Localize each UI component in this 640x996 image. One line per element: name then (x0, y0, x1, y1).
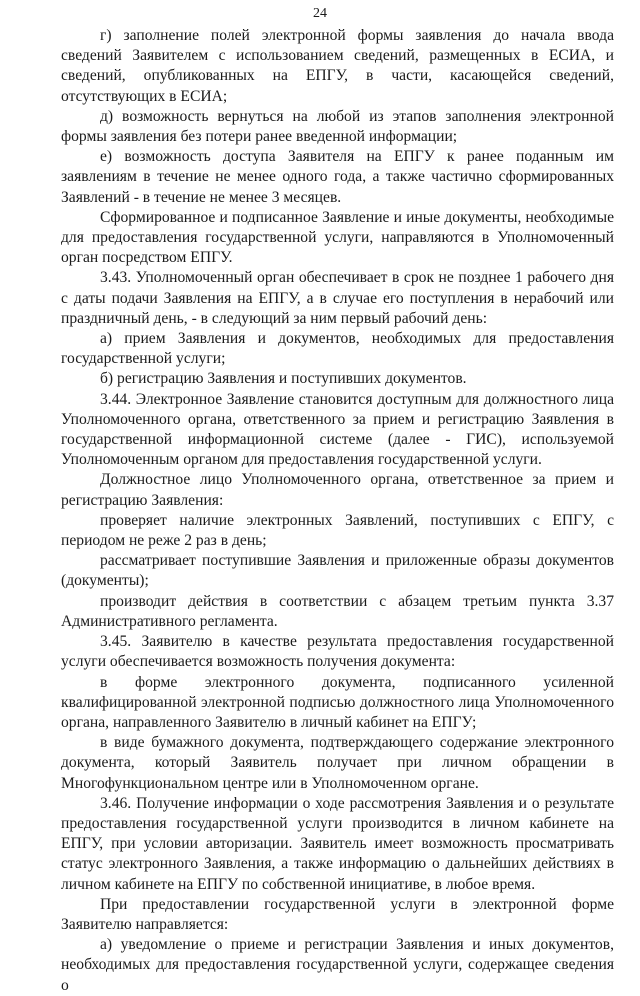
paragraph-d-return-to-step: д) возможность вернуться на любой из этапов заполнения электронной формы заявления без потери ранее введенной информации; (61, 107, 614, 146)
paragraph-g-form-prefill: г) заполнение полей электронной формы заявления до начала ввода сведений Заявителем с использованием сведений, размещенных в ЕСИА, и сведений, опубликованных на ЕПГУ, в части, касающейся сведений, отсутствующих в ЕСИА; (61, 27, 614, 105)
paragraph-signed-application-sent: Сформированное и подписанное Заявление и иные документы, необходимые для предоставления государственной услуги, направляются в Уполномоченный орган посредством ЕПГУ. (61, 208, 614, 267)
paragraph-e-access-applications: е) возможность доступа Заявителя на ЕПГУ к ранее поданным им заявлениям в течение не менее одного года, а также частично сформированных Заявлений - в течение не менее 3 месяцев. (61, 148, 614, 206)
paragraph-checks-applications: проверяет наличие электронных Заявлений, поступивших с ЕПГУ, с периодом не реже 2 раз в день; (61, 511, 614, 550)
paragraph-a-reception: а) прием Заявления и документов, необходимых для предоставления государственной услуги; (61, 330, 614, 368)
paragraph-electronic-form-sent: При предоставлении государственной услуги в электронной форме Заявителю направляется: (61, 895, 614, 933)
paragraph-3-45: 3.45. Заявителю в качестве результата предоставления государственной услуги обеспечивается возможность получения документа: (61, 633, 614, 671)
paragraph-official-responsible: Должностное лицо Уполномоченного органа, ответственное за прием и регистрацию Заявления: (61, 471, 614, 509)
page-number: 24 (313, 6, 327, 21)
paragraph-a-notification: а) уведомление о приеме и регистрации Заявления и иных документов, необходимых для предоставления государственной услуги, содержащее сведения о (61, 936, 614, 994)
paragraph-electronic-document: в форме электронного документа, подписанного усиленной квалифицированной электронной подписью должностного лица Уполномоченного органа, направленного Заявителю в личный кабинет на ЕПГУ; (61, 673, 614, 731)
paragraph-3-44: 3.44. Электронное Заявление становится доступным для должностного лица Уполномоченного органа, ответственного за прием и регистрацию Заявления в государственной информационной системе (далее - ГИС), используемой Уполномоченным органом для предоставления государственной услуги. (61, 390, 614, 469)
paragraph-3-43: 3.43. Уполномоченный орган обеспечивает в срок не позднее 1 рабочего дня с даты подачи Заявления на ЕПГУ, а в случае его поступления в нерабочий или праздничный день, - в следующий за ним первый рабочий день: (61, 269, 614, 327)
paragraph-b-registration: б) регистрацию Заявления и поступивших документов. (100, 370, 467, 388)
paragraph-3-46: 3.46. Получение информации о ходе рассмотрения Заявления и о результате предоставления государственной услуги производится в личном кабинете на ЕПГУ, при условии авторизации. Заявитель имеет возможность просматривать статус электронного Заявления, а также информацию о дальнейших действиях в личном кабинете на ЕПГУ по собственной инициативе, в любое время. (61, 794, 614, 893)
document-body (61, 26, 614, 996)
paragraph-paper-document: в виде бумажного документа, подтверждающего содержание электронного документа, который Заявитель получает при личном обращении в Многофункциональном центре или в Уполномоченном органе. (61, 734, 614, 792)
paragraph-reviews-applications: рассматривает поступившие Заявления и приложенные образы документов (документы); (61, 552, 614, 590)
paragraph-performs-actions: производит действия в соответствии с абзацем третьим пункта 3.37 Административного регламента. (61, 592, 614, 630)
